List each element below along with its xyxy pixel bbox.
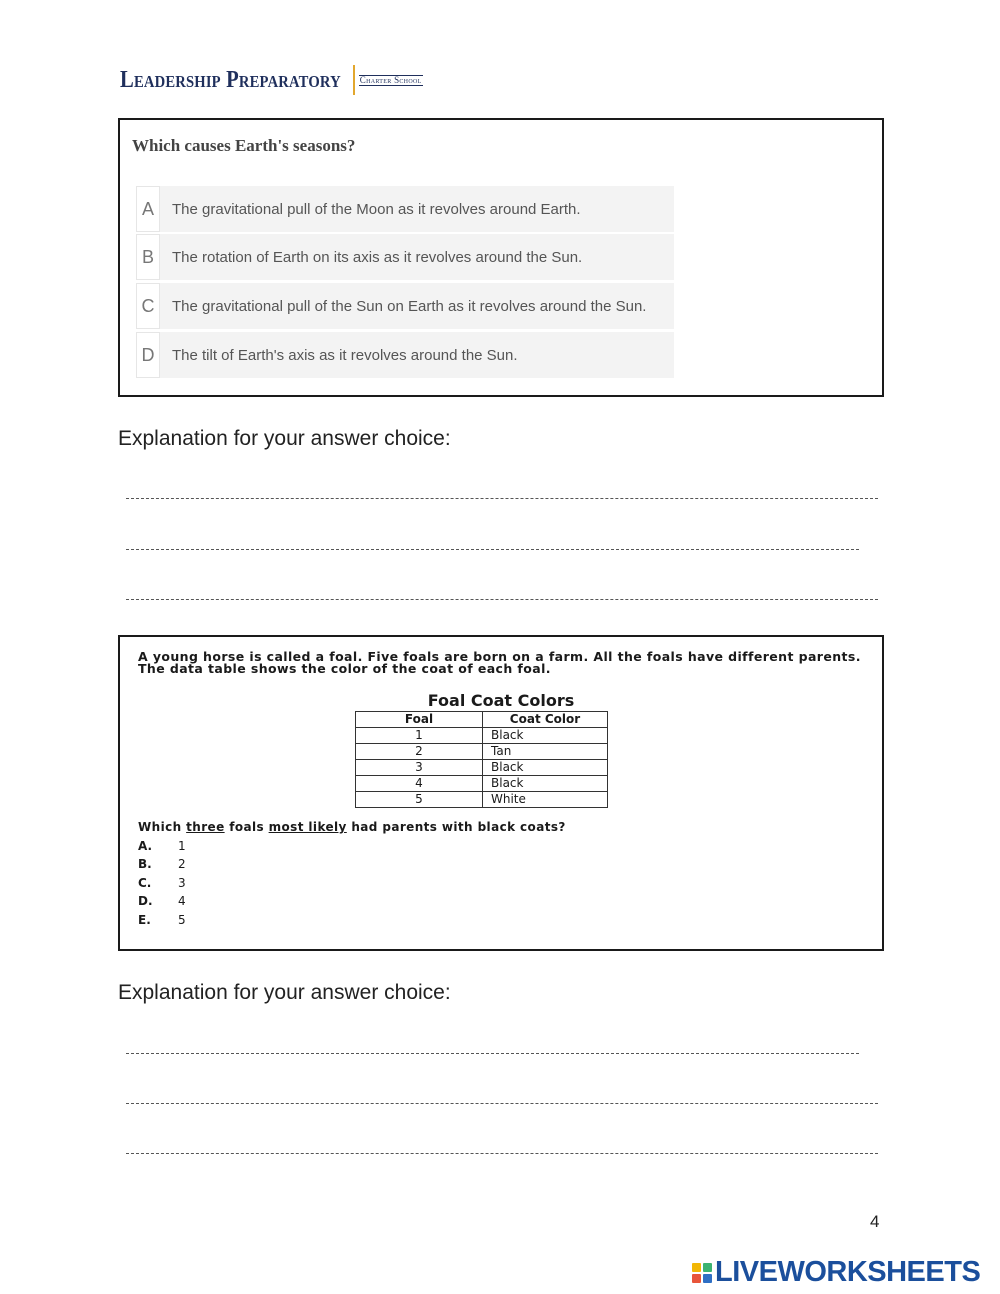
color-cell: Black [483, 760, 608, 776]
answer-line-4[interactable] [126, 1053, 859, 1054]
page-number: 4 [870, 1212, 880, 1231]
logo-subtitle: Charter School [359, 74, 422, 85]
block-icon [692, 1263, 701, 1272]
choice-text: The tilt of Earth's axis as it revolves around the Sun. [160, 332, 674, 378]
block-icon [703, 1274, 712, 1283]
foal-cell: 1 [356, 728, 483, 744]
color-cell: Black [483, 728, 608, 744]
table-row [356, 760, 608, 776]
choice-c[interactable] [136, 283, 674, 329]
choice-letter: B [136, 234, 160, 280]
question-text: Which [138, 820, 187, 834]
table-title: Foal Coat Colors [427, 691, 575, 710]
choice-text: The gravitational pull of the Moon as it revolves around Earth. [160, 186, 674, 232]
choice-d[interactable] [136, 332, 674, 378]
table-row [356, 792, 608, 808]
question-text: foals [224, 820, 269, 834]
option-b[interactable] [138, 857, 186, 875]
option-e[interactable] [138, 913, 186, 931]
block-icon [692, 1274, 701, 1283]
option-letter: D. [138, 894, 153, 908]
choice-text: The rotation of Earth on its axis as it revolves around the Sun. [160, 234, 674, 280]
choice-letter: A [136, 186, 160, 232]
option-text: 1 [178, 839, 186, 853]
answer-line-1[interactable] [126, 498, 878, 499]
option-text: 2 [178, 857, 186, 871]
choice-text: The gravitational pull of the Sun on Earth as it revolves around the Sun. [160, 283, 674, 329]
option-letter: A. [138, 839, 153, 853]
choice-letter: D [136, 332, 160, 378]
explanation-2-label: Explanation for your answer choice: [118, 981, 451, 1004]
option-text: 5 [178, 913, 186, 927]
table-header-row [356, 712, 608, 728]
table-row [356, 776, 608, 792]
question-text: had parents with black coats? [346, 820, 566, 834]
color-cell: Tan [483, 744, 608, 760]
foal-cell: 3 [356, 760, 483, 776]
column-header: Foal [356, 712, 483, 728]
answer-line-6[interactable] [126, 1153, 878, 1154]
question-2-box [118, 635, 884, 951]
color-cell: Black [483, 776, 608, 792]
answer-line-2[interactable] [126, 549, 859, 550]
choice-letter: C [136, 283, 160, 329]
question-2-prompt [138, 820, 566, 834]
foal-coat-table [355, 711, 608, 808]
option-letter: B. [138, 857, 152, 871]
option-letter: C. [138, 876, 152, 890]
option-d[interactable] [138, 894, 186, 912]
school-logo [120, 64, 423, 96]
liveworksheets-blocks-icon [692, 1263, 712, 1283]
option-letter: E. [138, 913, 151, 927]
color-cell: White [483, 792, 608, 808]
explanation-1-label: Explanation for your answer choice: [118, 427, 451, 450]
option-text: 4 [178, 894, 186, 908]
foal-cell: 4 [356, 776, 483, 792]
option-text: 3 [178, 876, 186, 890]
logo-divider [353, 65, 355, 95]
foal-cell: 2 [356, 744, 483, 760]
question-1-prompt: Which causes Earth's seasons? [132, 136, 356, 155]
emphasis-three: three [186, 820, 225, 834]
option-a[interactable] [138, 839, 186, 857]
choice-b[interactable] [136, 234, 674, 280]
liveworksheets-logo [692, 1256, 980, 1289]
block-icon [703, 1263, 712, 1272]
question-1-box [118, 118, 884, 397]
table-row [356, 744, 608, 760]
answer-line-5[interactable] [126, 1103, 878, 1104]
choice-a[interactable] [136, 186, 674, 232]
column-header: Coat Color [483, 712, 608, 728]
liveworksheets-brand: LIVEWORKSHEETS [715, 1256, 981, 1288]
option-c[interactable] [138, 876, 186, 894]
emphasis-most-likely: most likely [268, 820, 347, 834]
logo-title: Leadership Preparatory [120, 66, 341, 93]
answer-line-3[interactable] [126, 599, 878, 600]
foal-cell: 5 [356, 792, 483, 808]
table-row [356, 728, 608, 744]
question-2-intro: A young horse is called a foal. Five foals are born on a farm. All the foals have different parents. The data table shows the color of the coat of each foal. [138, 649, 861, 676]
